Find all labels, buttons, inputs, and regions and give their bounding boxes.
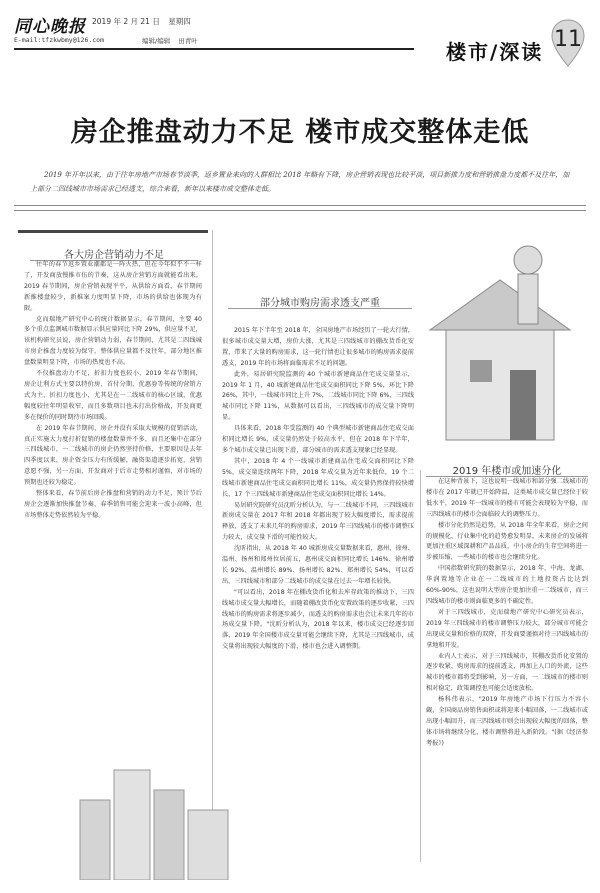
house-illustration: [410, 220, 590, 460]
city-skyline-icon: [70, 750, 250, 880]
article-lead: 2019 年开年以来，由于往年房地产市场春节淡季，返乡置业来向的人群相比 2018 年略有下降，房企营销表现也比较平淡，项目新推力度和营销推盘力度都不及往年，加上部分二四线城市市场需求已经透支，综合来看，新年以来楼市成交整体走低。: [30, 171, 570, 193]
column2-body: [222, 326, 414, 653]
column2-paragraph: 沈昕指出，从 2018 年 40 城新房成交量数据来看，惠州、徐州、温州、扬州和郑州位居前五，惠州成交面积同比增长 146%、徐州增长 92%、温州增长 89%、扬州增长 82%、郑州增长 54%，可以看出，三四线城市和部分二线城市的成交量在过去一年增长较快。: [222, 545, 414, 585]
column2-paragraph: 具体来看，2018 年受监测的 40 个典型城市新建商品住宅成交面积同比增长 9%，成交量仍然处于较高水平，但在 2018 年下半年，多个城市成交量已出现下滑，部分城市的需求透支现象已经显现。: [222, 425, 414, 454]
masthead-editors: [142, 36, 204, 45]
column-divider: [420, 470, 421, 862]
page-number: 11: [554, 27, 582, 52]
column2-subheading: 部分城市购房需求透支严重: [228, 294, 412, 309]
column2-paragraph: 此外，易居研究院监测的 40 个城市新建商品住宅成交量显示，2019 年 1 月，40 城新建商品住宅成交面积同比下降 5%，环比下降 26%，其中，一线城市同比上升 7%，二线城市同比下降 6%，三四线城市同比下降 11%，从数据可以看出，三四线城市的成交量下降明显。: [222, 370, 415, 422]
article-headline: 房企推盘动力不足 楼市成交整体走低: [70, 117, 530, 148]
column3-paragraph: 中国指数研究院的数据显示，2018 年，中海、龙湖、华润置地等企业在一二线城市的土地投资占比达到 60%-90%，这也说明大型房企更加注重一二线城市，而三四线城市的楼市则面临更多的不确定性。: [426, 565, 588, 605]
column1-paragraph: 不仅推盘动力不足，折扣力度也较小，2019 年春节期间，房企让利方式主要以特价房、首付分期、优惠券等传统的营销方式为主，折扣力度也小，尤其是在一二线城市的核心区域，优惠幅度较往年明显收窄，而且多数项目也未打出价格战，开发商更多在保价的同时期待市场回暖。: [24, 370, 202, 421]
column3-paragraph: 杨科伟表示，"2019 年房地产市场下行压力不容小觑，全国商品房销售面积或将迎来小幅回落，一二线城市或出现小幅回升，而三四线城市则会出现较大幅度的回落，整体市场将继续分化，楼市调整将进入新阶段。"(据《经济参考报》): [426, 696, 588, 747]
column2-paragraph: "可以看出，2018 年在棚改货币化和去库存政策的推动下，三四线城市成交量大幅增长，而随着棚改货币化安置政策的逐步收紧，三四线城市的购房需求将逐步减少，而透支的购房需求也会让未来几年的市场成交量下降。"沈昕分析认为，2018 年以来，楼市成交已经逐步回落，2019 年全国楼市成交量可能会继续下降，尤其是三四线城市，成交量将出现较大幅度的下滑，楼市也会进入调整期。: [222, 588, 414, 651]
section-title: 楼市/深读: [446, 40, 544, 64]
header-rule: [14, 48, 414, 50]
issue-weekday: 星期四: [168, 17, 191, 26]
column3-subheading: 2019 年楼市或加速分化: [426, 462, 588, 477]
city-illustration: [70, 750, 250, 880]
column1-paragraph: 整体来看，春节前后房企推盘和营销的动力不足，预计节后房企会逐渐加快推盘节奏，春季销售可能会迎来一波小高峰，但市场整体走势依然较为平稳。: [24, 490, 202, 519]
column2-paragraph: 易居研究院研究员沈昕分析认为，与一二线城市不同，三四线城市新房成交量在 2017 年和 2018 年都出现了较大幅度增长，需求提前释放，透支了未来几年的购房需求，2019 年三四线城市的楼市调整压力较大，成交量下滑的可能性较大。: [222, 501, 414, 542]
page-header: [0, 0, 600, 88]
page-number-badge: [550, 18, 586, 68]
column1-paragraph: 克而瑞地产研究中心的统计数据显示，春节期间，主要 40 多个重点监测城市数据显示供应量同比下降 29%，供应量不足，该机构研究员说，房企营销动力弱，春节期间，尤其是二四线城市房企推盘力度较为保守，整体供应量都不及往年，部分地区推盘数量明显下降，市场的热度也不高。: [24, 315, 202, 367]
editor-label: 编辑/编辑: [142, 37, 171, 45]
column3-paragraph: 业内人士表示，对于三四线城市，其棚改货币化安置的逐步收紧、购房需求的提前透支，再加上人口的外流，这些城市的楼市都将受到影响，另一方面，一二线城市的楼市则相对稳定，政策调控也可能会适度放松。: [426, 652, 588, 693]
masthead-meta: [92, 16, 197, 27]
column1-paragraph: 往年的春节返乡置业潮都是一阵火热，但在今年似乎不一样了，开发商放慢推市伍的节奏，这从房企营销方面就能看出来。2019 春节期间，房企营销表现平平，从供给方面看，春节期间新推楼盘较少，新推案力度明显下降，市场的供给也体现为有限。: [24, 261, 202, 312]
editor-name: 田青叶: [178, 37, 198, 45]
column2-paragraph: 其中，2018 年 4 个一线城市新建商品住宅成交面积同比下降 5%，成交量连续两年下降，2018 年成交量为近年来低位，19 个二线城市新建商品住宅成交面积同比增长 11%，成交量仍然保持较快增长，17 个三四线城市新建商品住宅成交面积同比增长 14%。: [222, 457, 414, 498]
lead-divider: [14, 205, 586, 211]
masthead-email: E-mail:tfzkwbmy@126.com: [14, 36, 105, 44]
column3-body: [426, 477, 588, 750]
column2-paragraph: 2015 年下半年至 2018 年，全国房地产市场经历了一轮大行情，很多城市成交量大增，房价大涨，尤其是三四线城市的棚改货币化安置，带来了大量的购房需求，这一轮行情也让很多城市的购房需求提前透支，2019 年的市场将面临需求不足的问题。: [222, 327, 414, 367]
column1-body: [24, 260, 202, 522]
column3-paragraph: 对于三四线城市，克而瑞地产研究中心研究员表示，2019 年三四线城市的楼市调整压力较大，部分城市可能会出现成交量和价格的双降，开发商要谨慎对待三四线城市的拿地和开发。: [426, 608, 588, 649]
column1-paragraph: 在 2019 年春节期间，房企并没有采取大规模的促销活动，真正实施大力度打折促销的楼盘数量并不多，而且还集中在部分三四线城市，一二线城市的房企仍然坚持价格，主要原因是去年四季度以来，房企资金压力有所缓解，融资渠道逐步拓宽，营销意愿不强，另一方面，开发商对于后市走势相对谨慎，对市场的预期也还较为稳定。: [24, 424, 202, 487]
masthead-logo: 同心晚报: [14, 17, 86, 37]
column1-subheading: 各大房企营销动力不足: [30, 246, 198, 261]
column3-paragraph: 在这种背景下，这也说明一线城市和部分强二线城市的楼市在 2017 年就已开始降温，这类城市成交量已经位于较低水平，2019 年一线城市的楼市可能会表现较为平稳，而三四线城市的楼市会面临较大的调整压力。: [426, 478, 588, 518]
column3-paragraph: 楼市分化仍然是趋势，从 2018 年全年来看，房企之间的规模化、行业集中化的趋势愈发明显，未来房企的发展将更加注重区域深耕和产品品质，中小房企的生存空间将进一步被压缩，一些城市的楼市也会继续分化。: [426, 521, 588, 562]
house-icon: [410, 220, 590, 460]
issue-date: 2019 年 2 月 21 日: [92, 17, 160, 26]
